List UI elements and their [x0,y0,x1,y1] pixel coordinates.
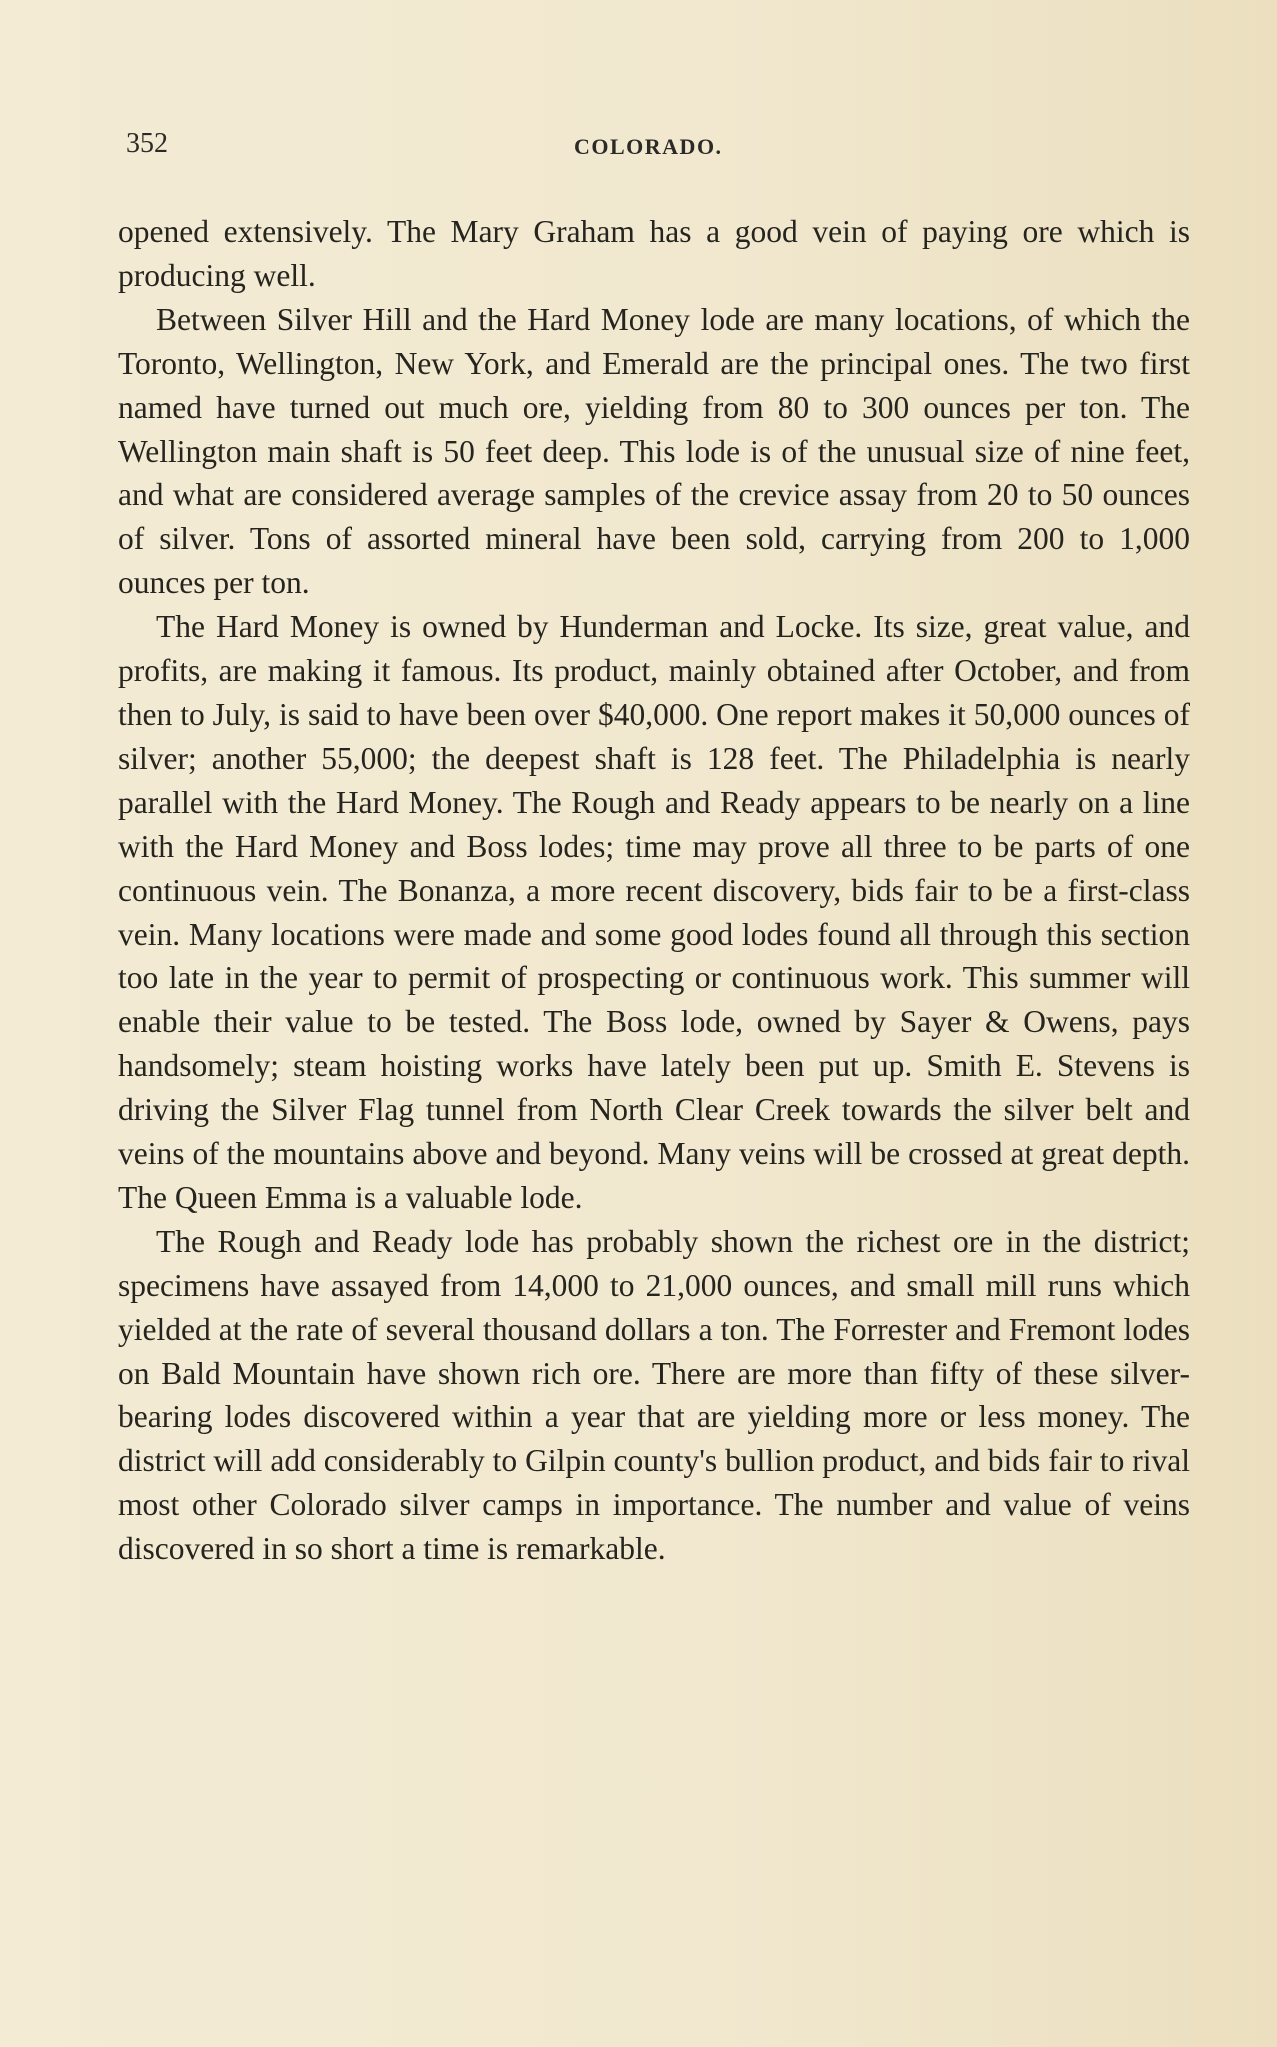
running-head: COLORADO. [574,134,723,159]
page-number: 352 [126,128,168,159]
paragraph-2: Between Silver Hill and the Hard Money lode are many locations, of which the Toronto, Wellington, New York, and Emerald are the principal ones. The two first named have turned out much ore, yielding from 80 to 300 ounces per ton. The Wellington main shaft is 50 feet deep. This lode is of the unusual size of nine feet, and what are considered average samples of the crevice assay from 20 to 50 ounces of silver. Tons of assorted mineral have been sold, carrying from 200 to 1,000 ounces per ton. [118,301,1190,601]
page-header [118,128,1190,172]
paragraph-3: The Hard Money is owned by Hunderman and Locke. Its size, great value, and profits, are making it famous. Its product, mainly obtained after October, and from then to July, is said to have been over $40,000. One report makes it 50,000 ounces of silver; another 55,000; the deepest shaft is 128 feet. The Philadelphia is nearly parallel with the Hard Money. The Rough and Ready appears to be nearly on a line with the Hard Money and Boss lodes; time may prove all three to be parts of one continuous vein. The Bonanza, a more recent discovery, bids fair to be a first-class vein. Many locations were made and some good lodes found all through this section too late in the year to permit of prospecting or continuous work. This summer will enable their value to be tested. The Boss lode, owned by Sayer & Owens, pays handsomely; steam hoisting works have lately been put up. Smith E. Stevens is driving the Silver Flag tunnel from North Clear Creek towards the silver belt and veins of the mountains above and beyond. Many veins will be crossed at great depth. The Queen Emma is a valuable lode. [118,609,1190,1215]
body-text [118,210,1190,1571]
paragraph-1: opened extensively. The Mary Graham has a good vein of paying ore which is producing well. [118,214,1190,293]
paragraph-4: The Rough and Ready lode has probably shown the richest ore in the district; specimens have assayed from 14,000 to 21,000 ounces, and small mill runs which yielded at the rate of several thousand dollars a ton. The Forrester and Fremont lodes on Bald Mountain have shown rich ore. There are more than fifty of these silver-bearing lodes discovered within a year that are yielding more or less money. The district will add considerably to Gilpin county's bullion product, and bids fair to rival most other Colorado silver camps in importance. The number and value of veins discovered in so short a time is remarkable. [118,1223,1190,1567]
